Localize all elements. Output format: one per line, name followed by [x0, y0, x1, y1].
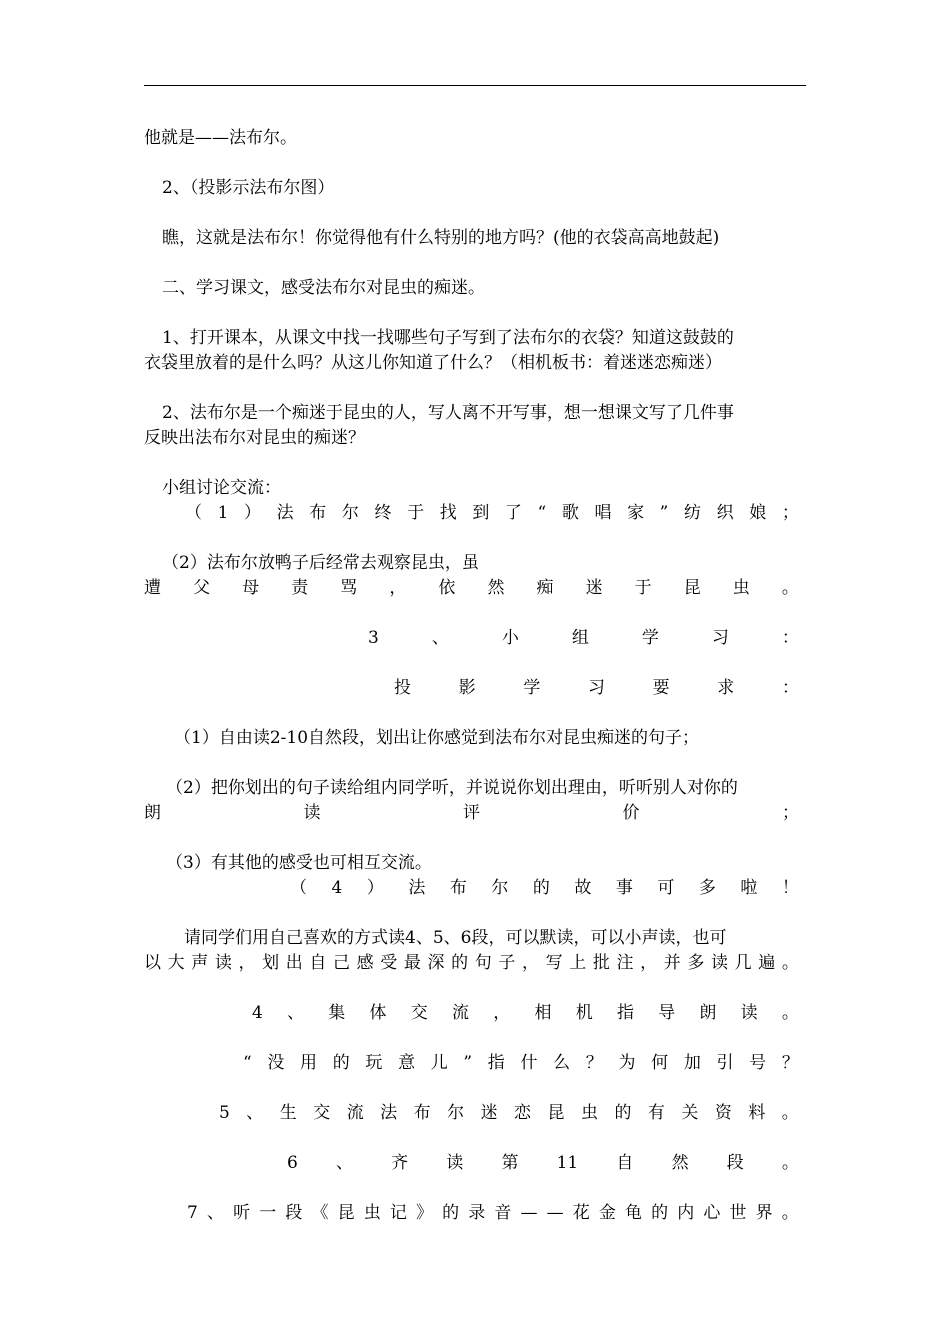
text-char: 的: [332, 1053, 350, 1073]
text-char: 尔: [491, 878, 509, 898]
justified-line: [185, 503, 799, 523]
text-char: 习: [587, 678, 605, 698]
text-line: 2、（投影示法布尔图）: [162, 178, 335, 198]
text-char: 影: [458, 678, 476, 698]
text-char: 学: [523, 678, 541, 698]
text-line: 瞧，这就是法布尔！你觉得他有什么特别的地方吗？(他的衣袋高高地鼓起): [162, 228, 720, 248]
text-char: 最: [403, 953, 421, 973]
justified-line: [368, 628, 799, 648]
text-char: 要: [652, 678, 670, 698]
text-char: ：: [781, 678, 799, 698]
text-char: 么: [553, 1053, 571, 1073]
text-char: 4: [252, 1003, 263, 1023]
text-char: “: [243, 1053, 252, 1073]
text-char: 为: [618, 1053, 636, 1073]
text-char: 的: [451, 953, 469, 973]
text-char: （: [185, 503, 202, 523]
text-char: 记: [389, 1203, 407, 1223]
text-char: 然: [487, 578, 505, 598]
text-char: 遭: [144, 578, 161, 598]
text-char: 读: [303, 803, 321, 823]
justified-line: [144, 953, 799, 973]
text-char: 到: [472, 503, 490, 523]
text-char: 资: [714, 1103, 732, 1123]
text-char: 纺: [683, 503, 701, 523]
text-char: 关: [681, 1103, 699, 1123]
text-char: ）: [244, 503, 262, 523]
text-char: 迷: [585, 578, 603, 598]
text-char: 内: [677, 1203, 695, 1223]
text-char: 虫: [363, 1203, 381, 1223]
text-char: 。: [781, 1103, 799, 1123]
justified-line: [219, 1103, 799, 1123]
text-char: ，: [389, 578, 407, 598]
text-char: 出: [285, 953, 303, 973]
text-char: 多: [687, 953, 705, 973]
text-char: 。: [781, 1153, 799, 1173]
text-line: （2）法布尔放鸭子后经常去观察昆虫，虽: [162, 553, 479, 573]
text-char: 自: [616, 1153, 634, 1173]
text-line: 小组讨论交流：: [162, 478, 281, 498]
text-line: 他就是——法布尔。: [144, 128, 297, 148]
text-char: ”: [463, 1053, 473, 1073]
text-char: 的: [614, 1103, 632, 1123]
text-char: 唱: [594, 503, 612, 523]
text-char: 以: [144, 953, 161, 973]
text-char: 法: [276, 503, 294, 523]
text-char: 用: [300, 1053, 318, 1073]
text-char: 、: [335, 1153, 353, 1173]
text-char: 音: [494, 1203, 512, 1223]
text-char: ”: [659, 503, 669, 523]
text-char: 划: [262, 953, 280, 973]
text-char: 录: [468, 1203, 486, 1223]
text-char: 、: [246, 1103, 264, 1123]
text-char: 体: [369, 1003, 387, 1023]
text-char: 可: [657, 878, 675, 898]
text-char: 界: [755, 1203, 773, 1223]
text-char: “: [537, 503, 547, 523]
text-char: 依: [438, 578, 456, 598]
text-char: 6: [287, 1153, 298, 1173]
text-char: ，: [522, 953, 539, 973]
text-char: （: [290, 878, 307, 898]
text-char: 什: [520, 1053, 538, 1073]
text-char: 终: [374, 503, 392, 523]
text-char: 遍: [758, 953, 776, 973]
text-char: 于: [634, 578, 652, 598]
text-char: 朗: [144, 803, 161, 823]
text-char: 恋: [514, 1103, 532, 1123]
text-char: 3: [368, 628, 379, 648]
text-char: ！: [781, 878, 799, 898]
text-line: 衣袋里放着的是什么吗？从这儿你知道了什么？（相机板书：着迷迷恋痴迷）: [144, 353, 722, 373]
justified-line: [243, 1053, 799, 1073]
text-char: 齐: [391, 1153, 409, 1173]
text-char: 、: [206, 1203, 224, 1223]
text-char: 受: [380, 953, 398, 973]
text-char: 织: [716, 503, 734, 523]
text-char: 读: [214, 953, 232, 973]
text-char: ，: [640, 953, 658, 973]
text-char: 《: [311, 1203, 329, 1223]
text-char: 。: [781, 1203, 799, 1223]
text-char: 有: [647, 1103, 665, 1123]
text-char: 引: [716, 1053, 734, 1073]
text-char: 自: [309, 953, 327, 973]
text-line: 2、法布尔是一个痴迷于昆虫的人，写人离不开写事，想一想课文写了几件事: [162, 403, 734, 423]
text-char: ，: [493, 1003, 511, 1023]
text-char: 指: [616, 1003, 634, 1023]
text-char: 注: [616, 953, 634, 973]
text-char: 虫: [580, 1103, 598, 1123]
text-char: 事: [615, 878, 633, 898]
text-char: 布: [413, 1103, 431, 1123]
text-char: 读: [446, 1153, 464, 1173]
text-char: 相: [534, 1003, 552, 1023]
text-char: 段: [285, 1203, 303, 1223]
text-char: 多: [698, 878, 716, 898]
text-char: 》: [415, 1203, 433, 1223]
text-char: 歌: [561, 503, 579, 523]
justified-line: [187, 1203, 799, 1223]
text-line: （2）把你划出的句子读给组内同学听，并说说你划出理由，听听别人对你的: [166, 778, 738, 798]
text-line: （1）自由读2-10自然段，划出让你感觉到法布尔对昆虫痴迷的句子；: [174, 728, 700, 748]
text-char: 责: [291, 578, 309, 598]
text-char: 布: [449, 878, 467, 898]
text-char: 母: [242, 578, 260, 598]
text-char: 加: [683, 1053, 701, 1073]
justified-line: [144, 578, 799, 598]
text-char: 7: [187, 1203, 198, 1223]
text-char: 投: [394, 678, 411, 698]
text-char: 、: [287, 1003, 305, 1023]
justified-line: [287, 1153, 799, 1173]
text-char: 己: [333, 953, 350, 973]
text-char: 上: [569, 953, 587, 973]
text-char: 1: [217, 503, 229, 523]
text-char: 习: [711, 628, 729, 648]
text-char: 。: [781, 1003, 799, 1023]
justified-line: [290, 878, 799, 898]
text-char: 、: [431, 628, 449, 648]
text-char: 交: [313, 1103, 331, 1123]
text-char: 找: [439, 503, 457, 523]
text-char: 法: [380, 1103, 398, 1123]
text-char: 布: [309, 503, 327, 523]
text-char: 了: [504, 503, 522, 523]
text-char: 小: [501, 628, 519, 648]
text-char: 昆: [683, 578, 701, 598]
text-char: ：: [781, 628, 799, 648]
text-char: 段: [726, 1153, 744, 1173]
text-char: 故: [574, 878, 592, 898]
text-char: ？: [781, 1053, 799, 1073]
text-char: 号: [749, 1053, 767, 1073]
text-char: 流: [346, 1103, 364, 1123]
text-char: 4: [331, 878, 343, 898]
text-char: 句: [474, 953, 492, 973]
justified-line: [394, 678, 799, 698]
text-char: 组: [571, 628, 589, 648]
text-char: 花: [572, 1203, 590, 1223]
text-char: 几: [734, 953, 752, 973]
text-char: 的: [442, 1203, 460, 1223]
text-char: 料: [748, 1103, 766, 1123]
text-char: 交: [410, 1003, 428, 1023]
text-char: 虫: [732, 578, 750, 598]
text-char: ；: [782, 803, 799, 823]
text-char: 儿: [430, 1053, 448, 1073]
text-char: ，: [238, 953, 256, 973]
text-line: （3）有其他的感受也可相互交流。: [166, 853, 432, 873]
text-char: 心: [703, 1203, 721, 1223]
header-rule: [144, 85, 806, 86]
text-char: 尔: [341, 503, 359, 523]
text-char: 金: [598, 1203, 616, 1223]
text-char: 迷: [480, 1103, 498, 1123]
text-line: 请同学们用自己喜欢的方式读4、5、6段，可以默读，可以小声读，也可: [184, 928, 727, 948]
justified-line: [252, 1003, 799, 1023]
text-char: 的: [651, 1203, 669, 1223]
text-char: 意: [398, 1053, 416, 1073]
text-char: 5: [219, 1103, 230, 1123]
text-char: 世: [729, 1203, 747, 1223]
text-line: 1、打开课本，从课文中找一找哪些句子写到了法布尔的衣袋？知道这鼓鼓的: [162, 328, 734, 348]
text-char: 深: [427, 953, 445, 973]
text-char: 第: [501, 1153, 519, 1173]
text-char: 娘: [749, 503, 767, 523]
text-char: 龟: [624, 1203, 642, 1223]
text-char: ）: [366, 878, 384, 898]
text-char: 骂: [340, 578, 358, 598]
text-char: —: [546, 1203, 564, 1223]
text-char: 的: [532, 878, 550, 898]
text-char: 感: [356, 953, 374, 973]
text-char: 流: [452, 1003, 469, 1023]
text-char: 一: [259, 1203, 277, 1223]
text-char: 求: [717, 678, 735, 698]
text-char: 写: [545, 953, 563, 973]
text-char: 学: [641, 628, 659, 648]
text-char: 大: [167, 953, 185, 973]
text-char: 没: [267, 1053, 285, 1073]
text-char: 批: [592, 953, 610, 973]
text-char: 评: [463, 803, 480, 823]
text-char: 于: [407, 503, 425, 523]
text-char: 啦: [740, 878, 758, 898]
text-char: 家: [627, 503, 645, 523]
text-char: 生: [279, 1103, 297, 1123]
text-char: 然: [671, 1153, 689, 1173]
text-char: 并: [663, 953, 681, 973]
text-char: 。: [781, 578, 799, 598]
text-char: 何: [651, 1053, 669, 1073]
text-char: 尔: [447, 1103, 465, 1123]
text-line: 反映出法布尔对昆虫的痴迷？: [144, 428, 365, 448]
text-char: 法: [408, 878, 426, 898]
text-char: 。: [781, 953, 799, 973]
text-char: 导: [658, 1003, 676, 1023]
text-char: 朗: [699, 1003, 717, 1023]
section-heading: 二、学习课文，感受法布尔对昆虫的痴迷。: [162, 278, 485, 298]
text-char: ；: [781, 503, 799, 523]
text-char: 机: [575, 1003, 593, 1023]
text-char: —: [520, 1203, 538, 1223]
text-char: 昆: [337, 1203, 355, 1223]
text-char: 听: [233, 1203, 251, 1223]
text-char: 玩: [365, 1053, 383, 1073]
text-char: 价: [622, 803, 640, 823]
text-char: 子: [498, 953, 516, 973]
text-char: 集: [328, 1003, 346, 1023]
justified-line: [144, 803, 799, 823]
text-char: ？: [585, 1053, 603, 1073]
text-char: 指: [487, 1053, 505, 1073]
text-char: 昆: [547, 1103, 565, 1123]
text-char: 痴: [536, 578, 554, 598]
text-char: 父: [193, 578, 211, 598]
text-char: 11: [556, 1153, 579, 1173]
text-char: 声: [191, 953, 209, 973]
text-char: 读: [711, 953, 728, 973]
text-char: 读: [740, 1003, 758, 1023]
